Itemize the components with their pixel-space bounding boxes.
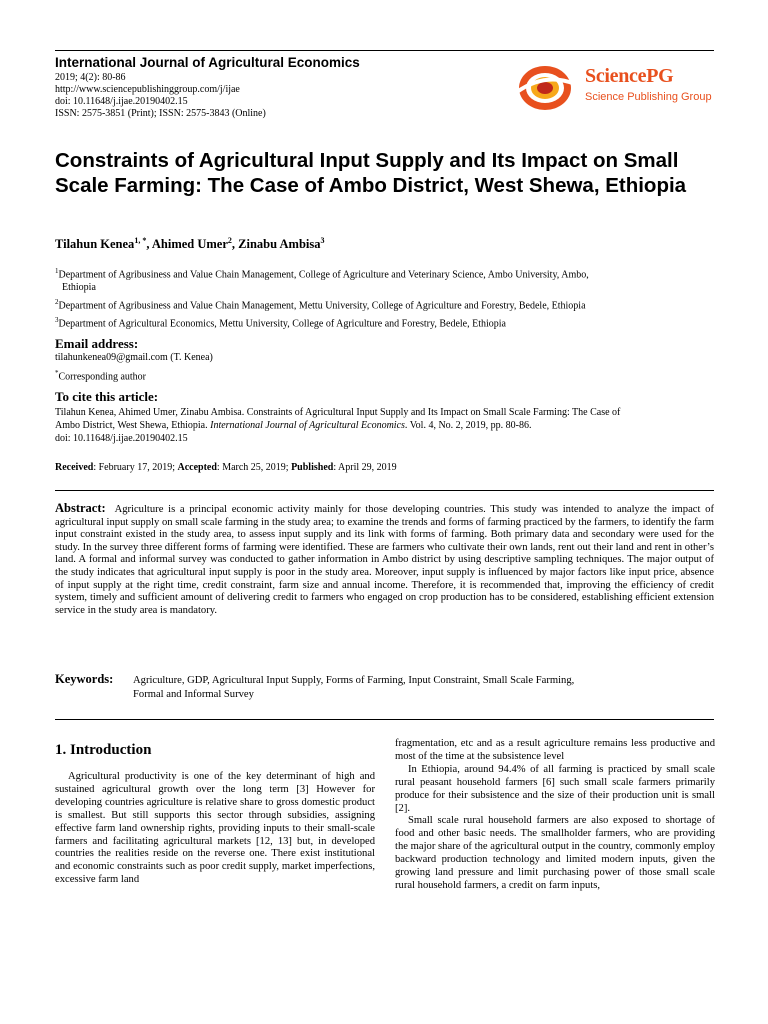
- journal-issn: ISSN: 2575-3851 (Print); ISSN: 2575-3843 (Online): [55, 108, 266, 119]
- journal-issue: 2019; 4(2): 80-86: [55, 72, 126, 83]
- author-sup: 2: [227, 236, 232, 245]
- column-left: [55, 771, 375, 887]
- accepted-date: : March 25, 2019;: [216, 462, 292, 473]
- section-heading: 1. Introduction: [55, 742, 152, 758]
- journal-doi: doi: 10.11648/j.ijae.20190402.15: [55, 96, 188, 107]
- author-name: Tilahun Kenea: [55, 237, 135, 252]
- citation-journal: International Journal of Agricultural Economics: [210, 420, 405, 431]
- affiliation: [55, 314, 705, 330]
- citation-text: Ambo District, West Shewa, Ethiopia.: [55, 420, 211, 431]
- corresponding-sup: *: [55, 369, 59, 377]
- paragraph: Agricultural productivity is one of the key determinant of high and sustained agricultural growth over the long term [3] However for developing countries agriculture is relative share to gross domestic product is smallest. But still supports this sector through subsidies, assigning effective farm land ownership rights, providing inputs to their small-scale farmers and facilitating agricultural markets [12, 13] but, in developed countries the realities reside on the reverse one. There exist institutional and economic constraints such as poor credit supply, market imperfections, excessive farm land: [55, 771, 375, 886]
- author-name: Zinabu Ambisa: [238, 237, 321, 252]
- author-sup: 3: [320, 236, 325, 245]
- citation-text: . Vol. 4, No. 2, 2019, pp. 80-86.: [404, 420, 532, 431]
- author-name: Ahimed Umer: [151, 237, 228, 252]
- accepted-label: Accepted: [177, 462, 217, 473]
- author-sep: ,: [231, 237, 239, 252]
- abstract-label: Abstract:: [55, 501, 106, 515]
- paragraph: Small scale rural household farmers are also exposed to shortage of food and other basic needs. The smallholder farmers, who are providing the major share of the agricultural output in the country, commonly employ backward production technology and limited modern inputs, given the growing land pressure and limit purchasing power of those small scale rural household farmers, a credit on farm inputs,: [395, 815, 715, 891]
- logo-subtitle: Science Publishing Group: [585, 91, 712, 103]
- received-label: Received: [55, 462, 94, 473]
- affiliation: [55, 265, 705, 294]
- abstract-text: Agriculture is a principal economic activity mainly for those developing countries. This study was intended to analyze the impact of agricultural input supply on small scale farming in the study area; to examine the trends and forms of farming practiced by the farmers, to identify the farm input constraint existed in the study area, to assess input supply and its link with forms of farming. Both primary data and secondary were used for the study. In the survey three different forms of farming were identified. These are farmers who cultivate their own lands, rent out their land and rent in other’s land. A formal and informal survey was conducted to gather information in Ambo district by using descriptive sampling techniques. The major output of the study indicates that agricultural input supply is poor in the study area. Moreover, input supply is influenced by major factors like input price, absence of input supply at the right time, credit constraint, farm size and annual income. Therefore, it is recommended that, improving the efficiency of credit system, timely and sufficient amount of delivering credit to farmers who engaged on crop production has to be considered, establishing efficient extension service in the study area is mandatory.: [55, 504, 714, 616]
- sciencepg-logo-icon: [515, 62, 579, 112]
- citation-doi: doi: 10.11648/j.ijae.20190402.15: [55, 433, 188, 444]
- logo-name: SciencePG: [585, 65, 674, 87]
- affiliation-text: Department of Agricultural Economics, Mettu University, College of Agriculture and Forestry, Bedele, Ethiopia: [58, 318, 506, 330]
- divider: [55, 490, 714, 491]
- affiliation: [55, 296, 705, 312]
- affiliation-sup: 3: [55, 316, 59, 324]
- affiliation-sup: 2: [55, 298, 59, 306]
- publication-dates: [55, 461, 715, 474]
- received-date: : February 17, 2019;: [93, 462, 178, 473]
- sciencepg-logo: [515, 62, 715, 112]
- affiliation-text: Department of Agribusiness and Value Chain Management, Mettu University, College of Agriculture and Forestry, Bedele, Ethiopia: [58, 300, 586, 312]
- published-label: Published: [291, 462, 334, 473]
- keywords: [133, 674, 693, 701]
- divider: [55, 719, 714, 720]
- citation-line: [55, 419, 715, 432]
- citation-line: Tilahun Kenea, Ahimed Umer, Zinabu Ambisa. Constraints of Agricultural Input Supply and Its Impact on Small Scale Farming: The Case of: [55, 407, 621, 418]
- keywords-line: Formal and Informal Survey: [133, 688, 254, 700]
- paragraph: fragmentation, etc and as a result agriculture remains less productive and most of the time at the subsistence level: [395, 738, 715, 762]
- author-sep: ,: [146, 237, 152, 252]
- email-label: Email address:: [55, 336, 139, 351]
- article-title: Constraints of Agricultural Input Supply and Its Impact on Small Scale Farming: The Case of Ambo District, West Shewa, Ethiopia: [55, 149, 687, 197]
- journal-url[interactable]: http://www.sciencepublishinggroup.com/j/ijae: [55, 84, 240, 95]
- header-rule: [55, 50, 714, 51]
- cite-label: To cite this article:: [55, 389, 159, 404]
- keywords-label: Keywords:: [55, 672, 114, 686]
- journal-meta: [55, 72, 266, 120]
- journal-title: International Journal of Agricultural Economics: [55, 55, 360, 70]
- email-address[interactable]: tilahunkenea09@gmail.com (T. Kenea): [55, 352, 213, 363]
- affiliation-text: Department of Agribusiness and Value Chain Management, College of Agriculture and Veterinary Science, Ambo University, Ambo,: [58, 269, 589, 281]
- keywords-line: Agriculture, GDP, Agricultural Input Supply, Forms of Farming, Input Constraint, Small Scale Farming,: [133, 675, 575, 686]
- published-date: : April 29, 2019: [333, 462, 397, 473]
- abstract: [55, 502, 714, 617]
- paragraph: In Ethiopia, around 94.4% of all farming is practiced by small scale rural peasant household farmers [6] such small scale farmers primarily produce for their subsistence and the size of their production unit is small [2].: [395, 763, 715, 814]
- author-sup: 1, *: [134, 236, 147, 245]
- column-right: [395, 738, 715, 893]
- affiliation-cont: Ethiopia: [62, 282, 96, 294]
- affiliation-sup: 1: [55, 267, 59, 275]
- author-list: [55, 236, 325, 252]
- corresponding-note: [55, 367, 715, 383]
- corresponding-text: Corresponding author: [58, 371, 146, 383]
- citation: [55, 406, 715, 445]
